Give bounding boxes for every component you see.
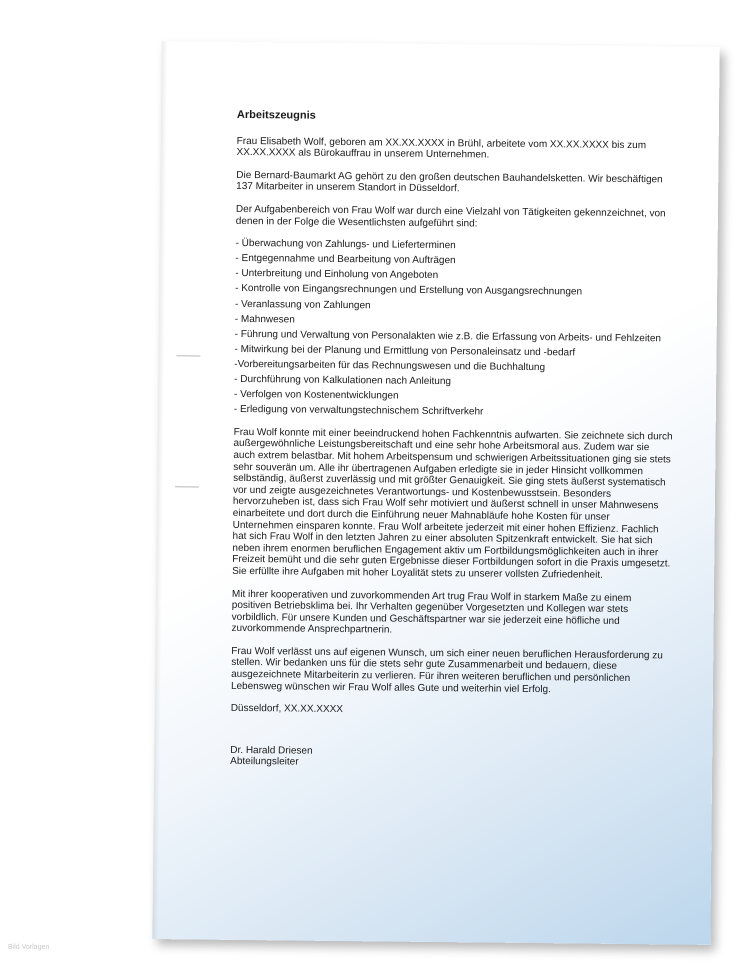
list-item: - Unterbreitung und Einholung von Angeboten bbox=[235, 268, 439, 282]
intro-paragraph-employment: Frau Elisabeth Wolf, geboren am XX.XX.XXXX in Brühl, arbeitete vom XX.XX.XXXX bis zum XX.XX.XXXX als Bürokauffrau in unserem Unternehmen. bbox=[236, 135, 647, 161]
document-title: Arbeitszeugnis bbox=[236, 108, 316, 122]
list-item: - Mitwirkung bei der Planung und Ermittlung von Personaleinsatz und -bedarf bbox=[234, 343, 576, 359]
list-item: - Kontrolle von Eingangsrechnungen und Erstellung von Ausgangsrechnungen bbox=[235, 283, 583, 298]
intro-paragraph-company: Die Bernard-Baumarkt AG gehört zu den großen deutschen Bauhandelsketten. Wir beschäftigen 137 Mitarbeiter in unserem Standort in Düsseldorf. bbox=[236, 169, 663, 195]
list-item: - Führung und Verwaltung von Personalakten wie z.B. die Erfassung von Arbeits- und Fehlzeiten bbox=[234, 328, 662, 345]
fold-mark-upper bbox=[176, 355, 200, 356]
place-and-date: Düsseldorf, XX.XX.XXXX bbox=[230, 703, 344, 716]
list-item: - Durchführung von Kalkulationen nach Anleitung bbox=[234, 373, 452, 388]
assessment-paragraph-performance: Frau Wolf konnte mit einer beeindruckend hohen Fachkenntnis aufwarten. Sie zeichnete sich durch außergewöhnliche Leistungsbereitschaft und eine sehr hohe Arbeitsmoral aus. Zudem war sie auch extrem belastbar. Mit hohem Arbeitspensum und schwierigen Arbeitssituationen ging sie stets sehr souverän um. Alle ihr übertragenen Aufgaben erledigte sie in jeder Hinsicht vollkommen selbständig, äußerst zuverlässig und mit größter Genauigkeit. Sie ging stets äußerst systematisch vor und zeigte ausgezeichnetes Verantwortungs- und Kostenbewusstsein. Besonders hervorzuheben ist, dass sich Frau Wolf sehr motiviert und äußerst schnell in unser Mahnwesens einarbeitete und dort durch die Einführung neuer Mahnabläufe hohe Kosten für unser Unternehmen einsparen konnte. Frau Wolf arbeitete jederzeit mit einer hohen Effizienz. Fachlich hat sich Frau Wolf in den letzten Jahren zu einer absoluten Spitzenkraft entwickelt. Sie hat sich neben ihrem enormen beruflichen Engagement aktiv um Fortbildungsmöglichkeiten auch in ihrer Freizeit bemüht und die sehr guten Ergebnisse dieser Fortbildungen sofort in die Praxis umgesetzt. Sie erfüllte ihre Aufgaben mit hoher Loyalität stets zu unserer vollsten Zufriedenheit. bbox=[232, 426, 673, 581]
intro-paragraph-tasks: Der Aufgabenbereich von Frau Wolf war durch eine Vielzahl von Tätigkeiten gekennzeichnet, von denen in der Folge die Wesentlichsten aufgeführt sind: bbox=[235, 203, 666, 229]
list-item: - Erledigung von verwaltungstechnischem Schriftverkehr bbox=[233, 404, 484, 418]
assessment-paragraph-conduct: Mit ihrer kooperativen und zuvorkommenden Art trug Frau Wolf in starkem Maße zu einem positiven Betriebsklima bei. Ihr Verhalten gegenüber Vorgesetzten und Kollegen war stets vorbildlich. Für unsere Kunden und Geschäftspartner war sie jederzeit eine höfliche und zuvorkommende Ansprechpartnerin. bbox=[231, 588, 632, 636]
assessment-paragraph-farewell: Frau Wolf verlässt uns auf eigenen Wunsch, um sich einer neuen beruflichen Herausforderung zu stellen. Wir bedanken uns für die stets sehr gute Zusammenarbeit und bedauern, diese ausgezeichnete Mitarbeiterin zu verlieren. Für ihren weiteren beruflichen und persönlichen Lebensweg wünschen wir Frau Wolf alles Gute und weiterhin viel Erfolg. bbox=[230, 645, 663, 695]
watermark-text: Bild Vorlagen bbox=[8, 944, 50, 951]
punch-mark-middle bbox=[175, 486, 199, 487]
document-body bbox=[230, 110, 677, 773]
signatory-name: Dr. Harald Driesen bbox=[230, 744, 313, 757]
task-list bbox=[234, 238, 676, 420]
list-item: - Überwachung von Zahlungs- und Lieferterminen bbox=[235, 238, 456, 252]
list-item: -Vorbereitungsarbeiten für das Rechnungswesen und die Buchhaltung bbox=[234, 358, 546, 374]
signatory-role: Abteilungsleiter bbox=[230, 756, 299, 769]
list-item: - Veranlassung von Zahlungen bbox=[234, 298, 371, 311]
document-page bbox=[152, 41, 719, 945]
page-shadow-edge bbox=[152, 41, 167, 939]
list-item: - Entgegennahme und Bearbeitung von Aufträgen bbox=[235, 253, 456, 267]
list-item: - Verfolgen von Kostenentwicklungen bbox=[233, 388, 399, 402]
list-item: - Mahnwesen bbox=[234, 313, 295, 326]
